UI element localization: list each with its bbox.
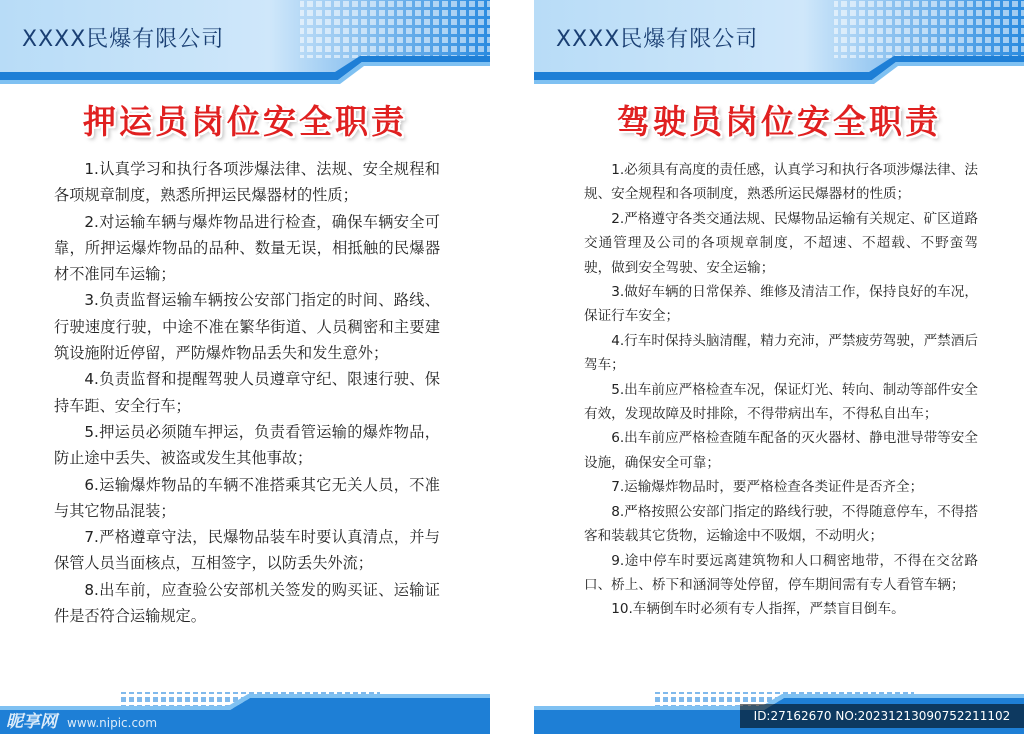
poster-driver-duties: [534, 0, 1024, 734]
duty-item: 4.行车时保持头脑清醒，精力充沛，严禁疲劳驾驶，严禁酒后驾车；: [584, 332, 978, 374]
company-name: XXXX民爆有限公司: [22, 27, 225, 52]
poster-title: 押运员岗位安全职责: [83, 102, 407, 141]
duty-item: 8.出车前，应查验公安部机关签发的购买证、运输证件是否符合运输规定。: [54, 580, 440, 626]
poster-header: [0, 0, 490, 84]
duty-item: 10.车辆倒车时必须有专人指挥，严禁盲目倒车。: [611, 601, 905, 618]
duty-item: 3.负责监督运输车辆按公安部门指定的时间、路线、行驶速度行驶，中途不准在繁华街道、人员稠密和主要建筑设施附近停留，严防爆炸物品丢失和发生意外；: [54, 291, 440, 363]
duty-item: 7.运输爆炸物品时，要严格检查各类证件是否齐全；: [611, 479, 924, 496]
poster-header: [534, 0, 1024, 84]
duty-item: 8.严格按照公安部门指定的路线行驶，不得随意停车，不得搭客和装载其它货物，运输途中不吸烟，不动明火；: [584, 503, 978, 545]
duty-item: 1.必须具有高度的责任感，认真学习和执行各项涉爆法律、法规、安全规程和各项制度，熟悉所运民爆器材的性质；: [584, 162, 978, 203]
watermark: [6, 707, 157, 732]
duty-item: 9.途中停车时要远离建筑物和人口稠密地带，不得在交岔路口、桥上、桥下和涵洞等处停留，停车期间需有专人看管车辆；: [584, 552, 978, 593]
poster-footer: [0, 688, 490, 734]
company-name: XXXX民爆有限公司: [556, 27, 759, 52]
duty-item: 7.严格遵章守法，民爆物品装车时要认真清点，并与保管人员当面核点，互相签字，以防丢失外流；: [54, 528, 440, 573]
watermark-logo: 昵享网: [6, 712, 57, 732]
duty-item: 4.负责监督和提醒驾驶人员遵章守纪、限速行驶、保持车距、安全行车；: [54, 370, 440, 415]
duty-item: 5.押运员必须随车押运，负责看管运输的爆炸物品，防止途中丢失、被盗或发生其他事故；: [54, 422, 440, 468]
duty-item: 6.运输爆炸物品的车辆不准搭乘其它无关人员，不准与其它物品混装；: [54, 475, 440, 520]
duty-list: [584, 158, 978, 622]
duty-list: [54, 156, 440, 629]
duty-item: 1.认真学习和执行各项涉爆法律、法规、安全规程和各项规章制度，熟悉所押运民爆器材的性质；: [54, 160, 440, 205]
watermark-url: www.nipic.com: [67, 716, 158, 730]
duty-item: 2.对运输车辆与爆炸物品进行检查，确保车辆安全可靠，所押运爆炸物品的品种、数量无误，相抵触的民爆器材不准同车运输；: [54, 212, 440, 284]
duty-item: 3.做好车辆的日常保养、维修及清洁工作，保持良好的车况，保证行车安全；: [584, 284, 978, 325]
duty-item: 5.出车前应严格检查车况，保证灯光、转向、制动等部件安全有效，发现故障及时排除，不得带病出车，不得私自出车；: [584, 381, 978, 423]
poster-escort-duties: [0, 0, 490, 734]
duty-item: 2.严格遵守各类交通法规、民爆物品运输有关规定、矿区道路交通管理及公司的各项规章制度，不超速、不超载、不野蛮驾驶，做到安全驾驶、安全运输；: [584, 210, 978, 276]
duty-item: 6.出车前应严格检查随车配备的灭火器材、静电泄导带等安全设施，确保安全可靠；: [584, 430, 978, 471]
image-id-label: ID:27162670 NO:20231213090752211102: [740, 704, 1024, 728]
poster-title: 驾驶员岗位安全职责: [617, 102, 941, 141]
